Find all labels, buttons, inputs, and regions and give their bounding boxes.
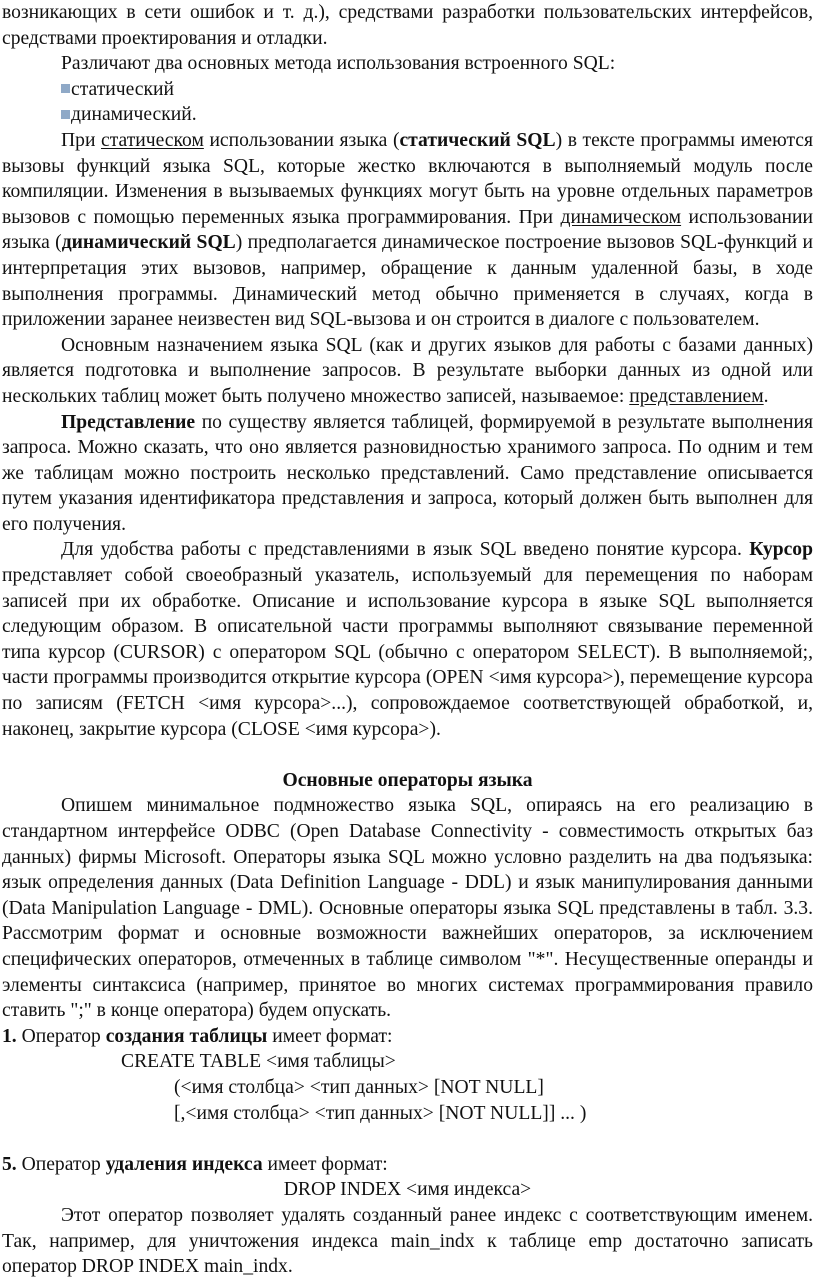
text-run: имеет формат: [267, 1025, 393, 1047]
text-run: При [61, 129, 102, 151]
text-run: использовании языка ( [2, 206, 813, 254]
text-run: по существу является таблицей, формируемой в результате выполнения запроса. Можно сказать, что оно является разновидностью хранимого запроса. По одним и тем же таблицам можно построить несколько представлений. Само представление описывается путем указания идентификатора представления и запроса, который должен быть выполнен для его получения. [2, 411, 813, 535]
paragraph-cursor [2, 537, 813, 742]
text-run: Оператор [16, 1025, 106, 1047]
list-item [61, 77, 813, 103]
code-line: [,<имя столбца> <тип данных> [NOT NULL]] ... ) [174, 1102, 587, 1124]
text-run: Оператор [16, 1153, 106, 1175]
paragraph-operators: Опишем минимальное подмножество языка SQL, опираясь на его реализацию в стандартном интерфейсе ODBC (Open Database Connectivity - совместимость открытых баз данных) фирмы Microsoft. Операторы языка SQL можно условно разделить на два подъязыка: язык определения данных (Data Definition Language - DDL) и язык манипулирования данными (Data Manipulation Language - DML). Основные операторы языка SQL представлены в табл. 3.3. Рассмотрим формат и основные возможности важнейших операторов, за исключением специфических операторов, отмеченных в таблице символом "*". Несущественные операнды и элементы синтаксиса (например, принятое во многих системах программирования правило ставить ";" в конце оператора) будем опускать. [2, 795, 813, 1022]
text-run: ) предполагается динамическое построение вызовов SQL-функций и интерпретация этих вызовов, например, обращение к данным удаленной базы, в ходе выполнения программы. Динамический метод обычно применяется в случаях, когда в приложении заранее неизвестен вид SQL-вызова и он строится в диалоге с пользователем. [2, 232, 813, 331]
bullet-square-icon [61, 84, 70, 93]
text-run: Основным назначением языка SQL (как и других языков для работы с базами данных) является подготовка и выполнение запросов. В результате выборки данных из одной или нескольких таблиц может быть получено множество записей, называемое: [2, 334, 813, 407]
text-run: . [763, 385, 769, 407]
bold-term: Курсор [749, 539, 813, 561]
paragraph-methods: Различают два основных метода использования встроенного SQL: [61, 53, 616, 75]
text-run: имеет формат: [262, 1153, 388, 1175]
text-run: Для удобства работы с представлениями в язык SQL введено понятие курсора. [61, 539, 750, 561]
bold-term: удаления индекса [105, 1153, 263, 1175]
paragraph-drop-index: Этот оператор позволяет удалять созданный ранее индекс с соответствующим именем. Так, например, для уничтожения индекса main_indx к таблице emp достаточно записать оператор DROP INDEX main_indx. [2, 1204, 813, 1278]
bold-term: статический SQL [399, 129, 556, 151]
underlined-term: статическом [101, 129, 204, 151]
paragraph-static-dynamic [2, 128, 813, 333]
paragraph-queries [2, 333, 813, 410]
underlined-term: представлением [629, 385, 764, 407]
code-line: DROP INDEX <имя индекса> [283, 1179, 532, 1201]
text-run: использовании языка ( [203, 129, 400, 151]
bold-term: динамический SQL [61, 232, 236, 254]
underlined-term: динамическом [560, 206, 682, 228]
list-item-label: статический [71, 78, 174, 100]
code-line: CREATE TABLE <имя таблицы> [121, 1051, 396, 1073]
bold-term: Представление [61, 411, 196, 433]
item-number: 5. [2, 1153, 17, 1175]
text-run: представляет собой своеобразный указатель, используемый для перемещения по наборам записей при их обработке. Описание и использование курсора в языке SQL выполняется следующим образом. В описательной части программы выполняют связывание переменной типа курсор (CURSOR) с оператором SQL (обычно с оператором SELECT). В выполняемой;, части программы производится открытие курсора (OPEN <имя курсора>), перемещение курсора по записям (FETCH <имя курсора>...), сопровождаемое соответствующей обработкой, и, наконец, закрытие курсора (CLOSE <имя курсора>). [2, 565, 813, 740]
paragraph-intro-tail: возникающих в сети ошибок и т. д.), средствами разработки пользовательских интерфейсов, средствами проектирования и отладки. [2, 2, 813, 49]
item-create-table [2, 1024, 813, 1050]
list-item [61, 102, 813, 128]
bullet-square-icon [61, 110, 70, 119]
code-line: (<имя столбца> <тип данных> [NOT NULL] [174, 1076, 544, 1098]
list-item-label: динамический. [71, 104, 197, 126]
item-drop-index [2, 1152, 813, 1178]
blank-line [2, 1126, 813, 1152]
item-number: 1. [2, 1025, 17, 1047]
section-heading: Основные операторы языка [282, 769, 533, 791]
paragraph-view [2, 410, 813, 538]
text-run: ) в тексте программы имеются вызовы функций языка SQL, которые жестко включаются в выполняемый модуль после компиляции. Изменения в вызываемых функциях могут быть на уровне отдельных параметров вызовов с помощью переменных языка программирования. При [2, 129, 813, 228]
bold-term: создания таблицы [105, 1025, 268, 1047]
